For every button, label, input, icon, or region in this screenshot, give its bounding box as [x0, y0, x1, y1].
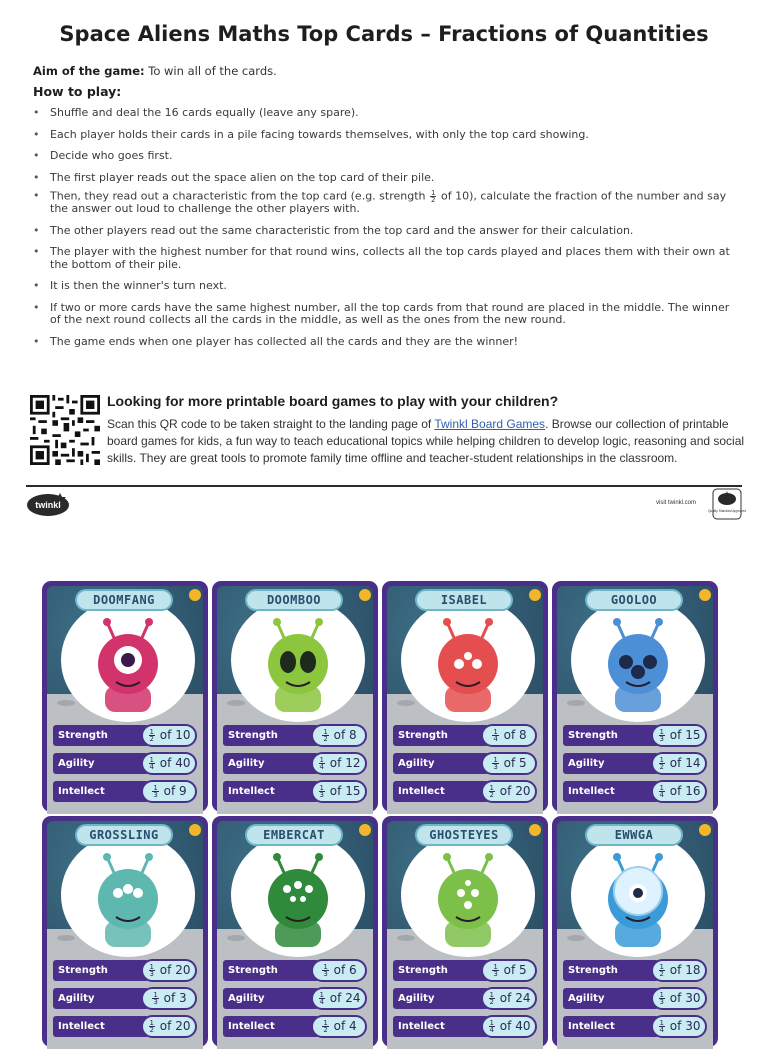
stat-value: $\frac{1}{2}$ of 8: [311, 724, 367, 747]
fraction: $\frac{1}{4}$: [659, 784, 664, 799]
card-background: [387, 586, 543, 807]
fraction: $\frac{1}{3}$: [659, 991, 664, 1006]
card-background: [47, 586, 203, 807]
rule-item: • If two or more cards have the same highest number, all the top cards from that round are placed in the middle. The winner of the next round collects all the cards in the middle, as well as the ones from the new round.: [33, 302, 738, 327]
stat-row: [393, 1015, 539, 1038]
alien-name: GROSSLING: [75, 824, 173, 846]
stat-value: $\frac{1}{2}$ of 20: [481, 780, 537, 803]
alien-name: DOOMFANG: [75, 589, 173, 611]
card-background: [557, 821, 713, 1042]
stat-label: Intellect: [53, 781, 149, 802]
fraction: $\frac{1}{3}$: [153, 784, 158, 799]
rule-item: • The first player reads out the space alien on the top card of their pile.: [33, 172, 738, 185]
stat-row: [53, 959, 199, 982]
fraction: $\frac{1}{2}$: [323, 728, 328, 743]
rule-example-after: of 10), calculate the fraction of the number and say the answer out loud to challenge the other players with.: [50, 189, 727, 215]
stat-label: Intellect: [53, 1016, 149, 1037]
alien-name: DOOMBOO: [245, 589, 343, 611]
stat-value: $\frac{1}{2}$ of 10: [141, 724, 197, 747]
alien-card[interactable]: [552, 581, 718, 812]
fraction: $\frac{1}{3}$: [493, 963, 498, 978]
stat-row: [223, 752, 369, 775]
stat-label: Intellect: [393, 781, 489, 802]
stat-value: $\frac{1}{2}$ of 20: [141, 1015, 197, 1038]
card-background: [557, 586, 713, 807]
fraction: $\frac{1}{3}$: [659, 728, 664, 743]
stat-row: [393, 780, 539, 803]
stat-label: Strength: [393, 960, 489, 981]
stat-value: $\frac{1}{3}$ of 15: [651, 724, 707, 747]
fraction: $\frac{1}{3}$: [149, 963, 154, 978]
alien-name: EMBERCAT: [245, 824, 343, 846]
alien-name: GOOLOO: [585, 589, 683, 611]
fraction: $\frac{1}{2}$: [323, 1019, 328, 1034]
stat-label: Agility: [563, 988, 659, 1009]
card-background: [217, 821, 373, 1042]
alien-illustration-icon: [593, 614, 683, 712]
fraction: $\frac{1}{4}$: [659, 1019, 664, 1034]
stat-row: [393, 752, 539, 775]
stat-value: $\frac{1}{3}$ of 6: [311, 959, 367, 982]
stat-label: Agility: [53, 988, 149, 1009]
stat-row: [563, 959, 709, 982]
stat-value: $\frac{1}{3}$ of 3: [141, 987, 197, 1010]
stat-label: Intellect: [223, 1016, 319, 1037]
stat-row: [53, 752, 199, 775]
stat-row: [223, 959, 369, 982]
alien-illustration-icon: [423, 614, 513, 712]
stat-label: Agility: [393, 753, 489, 774]
stat-label: Strength: [223, 960, 319, 981]
promo-text-after: . Browse our collection of printable board games for kids, a fun way to teach educational topics while helping children to develop logic, reasoning and social skills. They are great tools to promote family time offline and teacher-student relationships in the classroom.: [107, 417, 745, 465]
stat-row: [563, 752, 709, 775]
rule-item: • The player with the highest number for that round wins, collects all the top cards played and places them with their own at the bottom of their pile.: [33, 246, 738, 271]
stat-value: $\frac{1}{3}$ of 30: [651, 987, 707, 1010]
alien-name: ISABEL: [415, 589, 513, 611]
stat-row: [53, 780, 199, 803]
fraction: $\frac{1}{2}$: [489, 784, 494, 799]
aim-of-game: [33, 64, 277, 78]
rule-example-before: Then, they read out a characteristic from the top card (e.g. strength: [50, 189, 426, 203]
badge-text: Quality Standard Approved: [707, 509, 747, 513]
stat-label: Strength: [53, 725, 149, 746]
stat-row: [393, 724, 539, 747]
twinkl-board-games-link[interactable]: Twinkl Board Games: [434, 417, 546, 431]
stat-row: [53, 724, 199, 747]
stat-value: $\frac{1}{4}$ of 30: [651, 1015, 707, 1038]
fraction: $\frac{1}{4}$: [149, 756, 154, 771]
twinkl-logo-icon[interactable]: [26, 491, 70, 517]
alien-card[interactable]: [42, 581, 208, 812]
fraction: $\frac{1}{3}$: [153, 991, 158, 1006]
card-background: [387, 821, 543, 1042]
rule-item-example: [33, 190, 738, 216]
stat-value: $\frac{1}{3}$ of 5: [481, 959, 537, 982]
moon-icon: [359, 589, 371, 601]
fraction: $\frac{1}{3}$: [323, 963, 328, 978]
stat-label: Agility: [223, 988, 319, 1009]
stat-value: $\frac{1}{4}$ of 12: [311, 752, 367, 775]
fraction: $\frac{1}{4}$: [319, 756, 324, 771]
fraction: $\frac{1}{2}$: [431, 189, 436, 204]
stat-value: $\frac{1}{4}$ of 8: [481, 724, 537, 747]
fraction: $\frac{1}{2}$: [149, 728, 154, 743]
stat-label: Intellect: [563, 781, 659, 802]
stat-value: $\frac{1}{2}$ of 14: [651, 752, 707, 775]
visit-twinkl[interactable]: visit twinkl.com: [656, 500, 697, 506]
moon-icon: [189, 589, 201, 601]
alien-card[interactable]: [382, 816, 548, 1047]
logo-text: twinkl: [35, 500, 61, 510]
stat-label: Agility: [393, 988, 489, 1009]
stat-label: Intellect: [563, 1016, 659, 1037]
divider: [26, 485, 742, 487]
stat-value: $\frac{1}{3}$ of 15: [311, 780, 367, 803]
stat-value: $\frac{1}{3}$ of 5: [481, 752, 537, 775]
fraction: $\frac{1}{3}$: [493, 756, 498, 771]
promo-text-before: Scan this QR code to be taken straight to the landing page of: [107, 417, 432, 431]
stat-label: Strength: [393, 725, 489, 746]
stat-row: [223, 724, 369, 747]
rule-item: • The game ends when one player has collected all the cards and they are the winner!: [33, 336, 738, 349]
moon-icon: [359, 824, 371, 836]
alien-card[interactable]: [42, 816, 208, 1047]
stat-value: $\frac{1}{4}$ of 16: [651, 780, 707, 803]
alien-illustration-icon: [593, 849, 683, 947]
stat-label: Strength: [563, 725, 659, 746]
stat-value: $\frac{1}{4}$ of 40: [141, 752, 197, 775]
fraction: $\frac{1}{2}$: [149, 1019, 154, 1034]
moon-icon: [699, 824, 711, 836]
stat-label: Strength: [53, 960, 149, 981]
stat-row: [53, 1015, 199, 1038]
stat-label: Intellect: [393, 1016, 489, 1037]
stat-label: Agility: [223, 753, 319, 774]
fraction: $\frac{1}{4}$: [489, 1019, 494, 1034]
alien-card[interactable]: [212, 581, 378, 812]
stat-row: [393, 959, 539, 982]
stat-row: [563, 1015, 709, 1038]
fraction: $\frac{1}{2}$: [489, 991, 494, 1006]
aim-label: Aim of the game:: [33, 64, 145, 78]
quality-badge-icon: [707, 488, 747, 520]
stat-label: Strength: [563, 960, 659, 981]
stat-value: $\frac{1}{2}$ of 4: [311, 1015, 367, 1038]
stat-row: [393, 987, 539, 1010]
qr-code-icon[interactable]: [30, 395, 100, 465]
stat-value: $\frac{1}{4}$ of 40: [481, 1015, 537, 1038]
alien-card[interactable]: [552, 816, 718, 1047]
promo-heading: Looking for more printable board games to play with your children?: [107, 393, 559, 409]
stat-label: Agility: [53, 753, 149, 774]
stat-value: $\frac{1}{2}$ of 18: [651, 959, 707, 982]
moon-icon: [529, 589, 541, 601]
fraction: $\frac{1}{3}$: [319, 784, 324, 799]
stat-row: [53, 987, 199, 1010]
fraction: $\frac{1}{2}$: [659, 963, 664, 978]
alien-name: GHOSTEYES: [415, 824, 513, 846]
fraction: $\frac{1}{4}$: [493, 728, 498, 743]
stat-row: [223, 987, 369, 1010]
stat-row: [223, 1015, 369, 1038]
rule-item: • Decide who goes first.: [33, 150, 738, 163]
rule-item: • Each player holds their cards in a pile facing towards themselves, with only the top card showing.: [33, 129, 738, 142]
stat-value: $\frac{1}{3}$ of 20: [141, 959, 197, 982]
alien-illustration-icon: [253, 849, 343, 947]
how-to-play-heading: How to play:: [33, 84, 122, 99]
stat-row: [563, 780, 709, 803]
stat-row: [223, 780, 369, 803]
stat-value: $\frac{1}{3}$ of 9: [141, 780, 197, 803]
alien-illustration-icon: [83, 614, 173, 712]
fraction: $\frac{1}{4}$: [319, 991, 324, 1006]
moon-icon: [699, 589, 711, 601]
rules-list: [33, 107, 738, 348]
alien-illustration-icon: [83, 849, 173, 947]
stat-value: $\frac{1}{4}$ of 24: [311, 987, 367, 1010]
stat-value: $\frac{1}{2}$ of 24: [481, 987, 537, 1010]
alien-card[interactable]: [382, 581, 548, 812]
alien-illustration-icon: [253, 614, 343, 712]
rule-item: • Shuffle and deal the 16 cards equally (leave any spare).: [33, 107, 738, 120]
aim-text: To win all of the cards.: [148, 64, 277, 78]
page-title: Space Aliens Maths Top Cards – Fractions of Quantities: [59, 22, 709, 46]
fraction: $\frac{1}{2}$: [659, 756, 664, 771]
stat-label: Intellect: [223, 781, 319, 802]
promo-text: [107, 416, 752, 467]
rule-item: • The other players read out the same characteristic from the top card and the answer for their calculation.: [33, 225, 738, 238]
card-background: [217, 586, 373, 807]
moon-icon: [529, 824, 541, 836]
rule-item: • It is then the winner's turn next.: [33, 280, 738, 293]
stat-label: Agility: [563, 753, 659, 774]
alien-illustration-icon: [423, 849, 513, 947]
alien-name: EWWGA: [585, 824, 683, 846]
card-background: [47, 821, 203, 1042]
stat-row: [563, 724, 709, 747]
stat-row: [563, 987, 709, 1010]
alien-card[interactable]: [212, 816, 378, 1047]
moon-icon: [189, 824, 201, 836]
stat-label: Strength: [223, 725, 319, 746]
